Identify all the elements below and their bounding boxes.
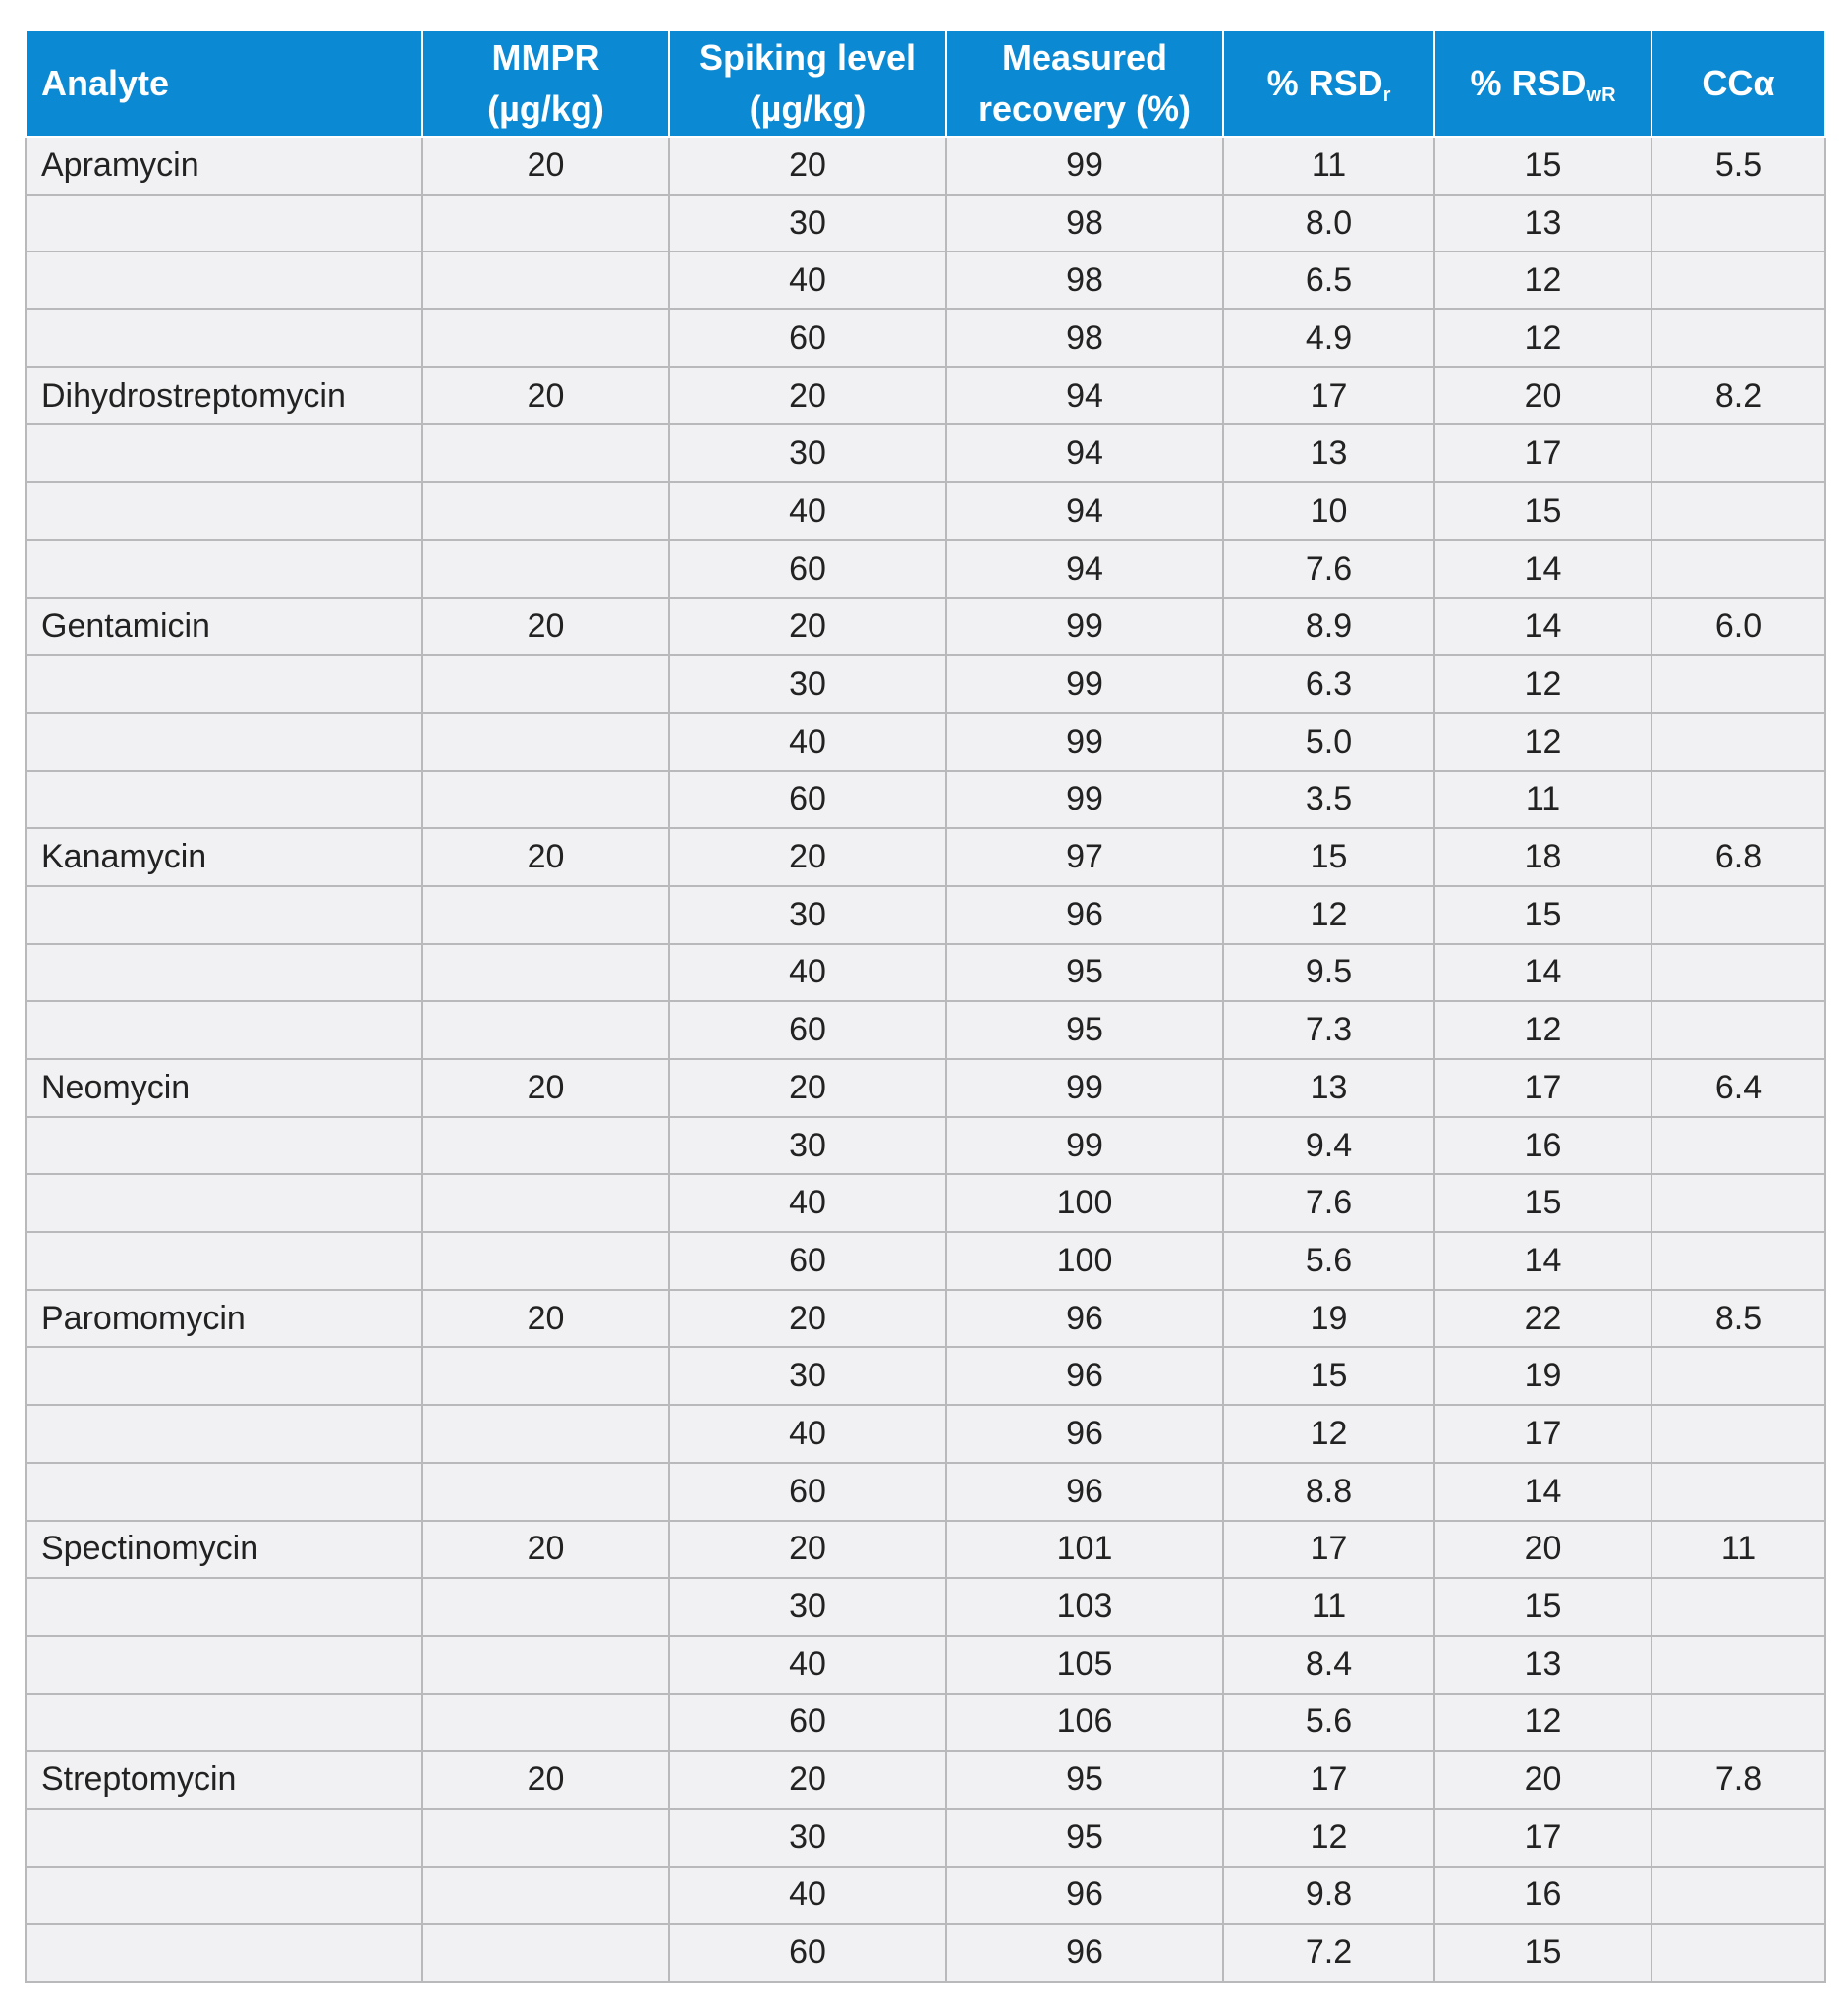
cell-analyte (26, 540, 422, 598)
cell-rsd-r: 15 (1223, 1347, 1434, 1405)
table-row (26, 1521, 1825, 1579)
cell-rsd-wr: 15 (1434, 886, 1652, 944)
cell-rsd-wr: 14 (1434, 1232, 1652, 1290)
table-row (26, 1001, 1825, 1059)
cell-rsd-r: 17 (1223, 1521, 1434, 1579)
cell-cc-alpha (1652, 1636, 1825, 1694)
cell-measured-recovery: 95 (946, 1751, 1223, 1809)
cell-spiking-level: 40 (669, 1405, 946, 1463)
cell-measured-recovery: 99 (946, 598, 1223, 656)
cell-rsd-r: 11 (1223, 1578, 1434, 1636)
cell-rsd-r: 4.9 (1223, 309, 1434, 367)
cell-measured-recovery: 96 (946, 1347, 1223, 1405)
cell-mmpr: 20 (422, 828, 669, 886)
cell-cc-alpha: 7.8 (1652, 1751, 1825, 1809)
cell-rsd-wr: 12 (1434, 713, 1652, 771)
table-row (26, 1174, 1825, 1232)
cell-analyte (26, 1867, 422, 1925)
header-spiking-line1: Spiking level (699, 37, 917, 78)
cell-measured-recovery: 94 (946, 482, 1223, 540)
cell-mmpr (422, 944, 669, 1002)
cell-rsd-wr: 20 (1434, 367, 1652, 425)
cell-measured-recovery: 96 (946, 1463, 1223, 1521)
cell-cc-alpha (1652, 482, 1825, 540)
cell-analyte: Kanamycin (26, 828, 422, 886)
cell-spiking-level: 30 (669, 1117, 946, 1175)
cell-spiking-level: 30 (669, 195, 946, 252)
cell-cc-alpha (1652, 1924, 1825, 1982)
table-row (26, 252, 1825, 309)
cell-analyte (26, 1636, 422, 1694)
cell-mmpr (422, 1405, 669, 1463)
cell-rsd-r: 5.0 (1223, 713, 1434, 771)
cell-analyte: Streptomycin (26, 1751, 422, 1809)
cell-analyte (26, 1809, 422, 1867)
table-row (26, 1059, 1825, 1117)
cell-analyte: Paromomycin (26, 1290, 422, 1348)
cell-rsd-wr: 22 (1434, 1290, 1652, 1348)
cell-rsd-wr: 17 (1434, 424, 1652, 482)
cell-analyte (26, 309, 422, 367)
header-rsd-wr-sub: wR (1586, 84, 1616, 106)
cell-mmpr (422, 1463, 669, 1521)
cell-cc-alpha (1652, 1174, 1825, 1232)
cell-rsd-wr: 17 (1434, 1809, 1652, 1867)
cell-spiking-level: 20 (669, 828, 946, 886)
table-row (26, 886, 1825, 944)
cell-rsd-wr: 14 (1434, 540, 1652, 598)
cell-spiking-level: 40 (669, 1174, 946, 1232)
cell-cc-alpha (1652, 1117, 1825, 1175)
cell-spiking-level: 20 (669, 1059, 946, 1117)
table-row (26, 482, 1825, 540)
cell-measured-recovery: 100 (946, 1174, 1223, 1232)
cell-measured-recovery: 97 (946, 828, 1223, 886)
cell-rsd-wr: 15 (1434, 1578, 1652, 1636)
cell-analyte (26, 1405, 422, 1463)
cell-analyte (26, 655, 422, 713)
table-row (26, 655, 1825, 713)
cell-cc-alpha (1652, 886, 1825, 944)
cell-analyte (26, 195, 422, 252)
cell-measured-recovery: 99 (946, 655, 1223, 713)
table-body (26, 137, 1825, 1982)
cell-cc-alpha (1652, 713, 1825, 771)
cell-mmpr (422, 1578, 669, 1636)
cell-cc-alpha: 5.5 (1652, 137, 1825, 195)
cell-rsd-r: 13 (1223, 1059, 1434, 1117)
cell-measured-recovery: 99 (946, 137, 1223, 195)
cell-cc-alpha (1652, 309, 1825, 367)
cell-measured-recovery: 95 (946, 944, 1223, 1002)
cell-rsd-r: 10 (1223, 482, 1434, 540)
cell-rsd-r: 5.6 (1223, 1694, 1434, 1752)
cell-cc-alpha: 11 (1652, 1521, 1825, 1579)
cell-analyte (26, 1924, 422, 1982)
cell-cc-alpha: 8.5 (1652, 1290, 1825, 1348)
table-row (26, 1290, 1825, 1348)
header-recovery-line2: recovery (%) (978, 88, 1192, 129)
table-row (26, 1867, 1825, 1925)
cell-rsd-r: 8.4 (1223, 1636, 1434, 1694)
cell-rsd-wr: 15 (1434, 1924, 1652, 1982)
cell-cc-alpha (1652, 1001, 1825, 1059)
cell-measured-recovery: 96 (946, 1867, 1223, 1925)
cell-analyte: Neomycin (26, 1059, 422, 1117)
cell-measured-recovery: 100 (946, 1232, 1223, 1290)
table-header-row (26, 30, 1825, 137)
cell-spiking-level: 20 (669, 1751, 946, 1809)
cell-mmpr (422, 1001, 669, 1059)
cell-mmpr (422, 1174, 669, 1232)
cell-spiking-level: 30 (669, 424, 946, 482)
cell-measured-recovery: 103 (946, 1578, 1223, 1636)
cell-analyte (26, 771, 422, 829)
table-row (26, 195, 1825, 252)
cell-rsd-wr: 14 (1434, 1463, 1652, 1521)
cell-rsd-r: 9.8 (1223, 1867, 1434, 1925)
cell-mmpr: 20 (422, 367, 669, 425)
table-row (26, 1924, 1825, 1982)
cell-rsd-r: 3.5 (1223, 771, 1434, 829)
cell-analyte (26, 482, 422, 540)
cell-cc-alpha: 8.2 (1652, 367, 1825, 425)
cell-measured-recovery: 98 (946, 309, 1223, 367)
cell-rsd-wr: 15 (1434, 1174, 1652, 1232)
cell-rsd-r: 7.2 (1223, 1924, 1434, 1982)
cell-cc-alpha (1652, 1463, 1825, 1521)
cell-mmpr (422, 540, 669, 598)
table-row (26, 137, 1825, 195)
cell-measured-recovery: 94 (946, 367, 1223, 425)
cell-spiking-level: 30 (669, 655, 946, 713)
table-row (26, 1809, 1825, 1867)
validation-results-table (25, 29, 1826, 1983)
cell-measured-recovery: 105 (946, 1636, 1223, 1694)
table-row (26, 424, 1825, 482)
cell-spiking-level: 40 (669, 713, 946, 771)
header-cc-alpha: CCα (1652, 30, 1825, 137)
table-row (26, 944, 1825, 1002)
cell-cc-alpha (1652, 1578, 1825, 1636)
cell-mmpr (422, 1636, 669, 1694)
header-rsd-r-sub: r (1382, 84, 1391, 106)
cell-spiking-level: 40 (669, 1867, 946, 1925)
table-row (26, 771, 1825, 829)
cell-rsd-r: 13 (1223, 424, 1434, 482)
cell-mmpr: 20 (422, 1751, 669, 1809)
cell-rsd-r: 17 (1223, 367, 1434, 425)
cell-cc-alpha (1652, 1232, 1825, 1290)
cell-mmpr (422, 1232, 669, 1290)
cell-mmpr (422, 424, 669, 482)
cell-cc-alpha (1652, 195, 1825, 252)
cell-mmpr (422, 713, 669, 771)
cell-rsd-wr: 11 (1434, 771, 1652, 829)
cell-spiking-level: 30 (669, 1809, 946, 1867)
cell-analyte (26, 1001, 422, 1059)
cell-spiking-level: 60 (669, 1001, 946, 1059)
cell-cc-alpha (1652, 1347, 1825, 1405)
table-row (26, 309, 1825, 367)
table-row (26, 1232, 1825, 1290)
cell-rsd-wr: 15 (1434, 482, 1652, 540)
cell-analyte (26, 1578, 422, 1636)
cell-cc-alpha: 6.0 (1652, 598, 1825, 656)
cell-mmpr: 20 (422, 1059, 669, 1117)
cell-rsd-wr: 13 (1434, 195, 1652, 252)
cell-spiking-level: 20 (669, 367, 946, 425)
cell-analyte: Dihydrostreptomycin (26, 367, 422, 425)
cell-cc-alpha (1652, 1809, 1825, 1867)
cell-rsd-wr: 12 (1434, 1001, 1652, 1059)
cell-mmpr: 20 (422, 1521, 669, 1579)
cell-cc-alpha (1652, 655, 1825, 713)
cell-rsd-r: 8.0 (1223, 195, 1434, 252)
cell-analyte: Gentamicin (26, 598, 422, 656)
cell-rsd-wr: 20 (1434, 1751, 1652, 1809)
cell-rsd-wr: 15 (1434, 137, 1652, 195)
cell-measured-recovery: 99 (946, 713, 1223, 771)
cell-rsd-r: 6.3 (1223, 655, 1434, 713)
cell-rsd-r: 17 (1223, 1751, 1434, 1809)
table-row (26, 1405, 1825, 1463)
cell-analyte (26, 424, 422, 482)
table-row (26, 1578, 1825, 1636)
cell-spiking-level: 60 (669, 1694, 946, 1752)
cell-analyte (26, 886, 422, 944)
header-spiking-level (669, 30, 946, 137)
cell-measured-recovery: 98 (946, 195, 1223, 252)
cell-analyte (26, 1117, 422, 1175)
cell-rsd-r: 8.8 (1223, 1463, 1434, 1521)
cell-analyte (26, 1463, 422, 1521)
cell-mmpr (422, 309, 669, 367)
cell-spiking-level: 30 (669, 1578, 946, 1636)
cell-measured-recovery: 106 (946, 1694, 1223, 1752)
table-row (26, 1636, 1825, 1694)
cell-mmpr (422, 1867, 669, 1925)
cell-spiking-level: 40 (669, 944, 946, 1002)
cell-rsd-r: 7.6 (1223, 540, 1434, 598)
cell-spiking-level: 40 (669, 482, 946, 540)
header-spiking-line2: (µg/kg) (749, 88, 867, 129)
cell-rsd-r: 12 (1223, 1809, 1434, 1867)
cell-measured-recovery: 96 (946, 886, 1223, 944)
table-row (26, 540, 1825, 598)
cell-analyte (26, 1232, 422, 1290)
table-row (26, 598, 1825, 656)
cell-measured-recovery: 94 (946, 424, 1223, 482)
header-mmpr-line2: (µg/kg) (487, 88, 604, 129)
cell-spiking-level: 60 (669, 771, 946, 829)
table-row (26, 1694, 1825, 1752)
cell-measured-recovery: 98 (946, 252, 1223, 309)
cell-rsd-r: 7.3 (1223, 1001, 1434, 1059)
cell-analyte (26, 1694, 422, 1752)
cell-rsd-r: 6.5 (1223, 252, 1434, 309)
cell-cc-alpha: 6.8 (1652, 828, 1825, 886)
cell-measured-recovery: 94 (946, 540, 1223, 598)
cell-spiking-level: 60 (669, 1463, 946, 1521)
cell-cc-alpha (1652, 1867, 1825, 1925)
cell-spiking-level: 60 (669, 309, 946, 367)
table-row (26, 1751, 1825, 1809)
cell-spiking-level: 30 (669, 886, 946, 944)
cell-spiking-level: 60 (669, 1924, 946, 1982)
cell-rsd-r: 5.6 (1223, 1232, 1434, 1290)
cell-analyte: Spectinomycin (26, 1521, 422, 1579)
cell-rsd-wr: 13 (1434, 1636, 1652, 1694)
cell-rsd-wr: 12 (1434, 252, 1652, 309)
cell-mmpr: 20 (422, 137, 669, 195)
cell-rsd-wr: 17 (1434, 1405, 1652, 1463)
cell-measured-recovery: 96 (946, 1405, 1223, 1463)
cell-mmpr (422, 771, 669, 829)
cell-spiking-level: 30 (669, 1347, 946, 1405)
cell-spiking-level: 60 (669, 1232, 946, 1290)
cell-rsd-wr: 12 (1434, 655, 1652, 713)
cell-cc-alpha: 6.4 (1652, 1059, 1825, 1117)
cell-rsd-wr: 14 (1434, 598, 1652, 656)
cell-rsd-r: 9.5 (1223, 944, 1434, 1002)
table-row (26, 1117, 1825, 1175)
cell-spiking-level: 40 (669, 252, 946, 309)
cell-measured-recovery: 95 (946, 1809, 1223, 1867)
header-recovery-line1: Measured (1001, 37, 1168, 78)
cell-rsd-wr: 12 (1434, 309, 1652, 367)
cell-rsd-wr: 16 (1434, 1867, 1652, 1925)
cell-rsd-wr: 20 (1434, 1521, 1652, 1579)
cell-cc-alpha (1652, 1694, 1825, 1752)
cell-mmpr (422, 1924, 669, 1982)
cell-mmpr: 20 (422, 598, 669, 656)
cell-mmpr (422, 482, 669, 540)
header-rsd-wr-main: % RSD (1470, 63, 1587, 103)
cell-analyte (26, 1174, 422, 1232)
cell-rsd-r: 8.9 (1223, 598, 1434, 656)
cell-mmpr (422, 252, 669, 309)
cell-mmpr (422, 1117, 669, 1175)
cell-cc-alpha (1652, 771, 1825, 829)
cell-mmpr (422, 655, 669, 713)
cell-rsd-wr: 19 (1434, 1347, 1652, 1405)
cell-rsd-r: 7.6 (1223, 1174, 1434, 1232)
header-rsd-r-main: % RSD (1266, 63, 1383, 103)
table-row (26, 1463, 1825, 1521)
cell-rsd-wr: 12 (1434, 1694, 1652, 1752)
cell-analyte (26, 252, 422, 309)
cell-measured-recovery: 99 (946, 1117, 1223, 1175)
table-row (26, 713, 1825, 771)
table-row (26, 1347, 1825, 1405)
cell-analyte (26, 1347, 422, 1405)
cell-spiking-level: 20 (669, 1290, 946, 1348)
header-rsd-r (1223, 30, 1434, 137)
cell-measured-recovery: 96 (946, 1924, 1223, 1982)
cell-rsd-r: 9.4 (1223, 1117, 1434, 1175)
cell-rsd-r: 19 (1223, 1290, 1434, 1348)
cell-measured-recovery: 95 (946, 1001, 1223, 1059)
cell-rsd-wr: 16 (1434, 1117, 1652, 1175)
cell-rsd-r: 12 (1223, 886, 1434, 944)
header-measured-recovery (946, 30, 1223, 137)
cell-spiking-level: 20 (669, 598, 946, 656)
cell-mmpr (422, 1809, 669, 1867)
cell-spiking-level: 20 (669, 1521, 946, 1579)
cell-rsd-r: 12 (1223, 1405, 1434, 1463)
cell-measured-recovery: 96 (946, 1290, 1223, 1348)
cell-rsd-r: 15 (1223, 828, 1434, 886)
cell-analyte (26, 713, 422, 771)
cell-analyte (26, 944, 422, 1002)
cell-rsd-r: 11 (1223, 137, 1434, 195)
cell-spiking-level: 20 (669, 137, 946, 195)
cell-mmpr (422, 1347, 669, 1405)
cell-cc-alpha (1652, 424, 1825, 482)
cell-mmpr: 20 (422, 1290, 669, 1348)
cell-measured-recovery: 99 (946, 1059, 1223, 1117)
table-row (26, 367, 1825, 425)
cell-rsd-wr: 17 (1434, 1059, 1652, 1117)
cell-cc-alpha (1652, 1405, 1825, 1463)
cell-spiking-level: 60 (669, 540, 946, 598)
cell-cc-alpha (1652, 540, 1825, 598)
cell-cc-alpha (1652, 252, 1825, 309)
cell-rsd-wr: 18 (1434, 828, 1652, 886)
cell-rsd-wr: 14 (1434, 944, 1652, 1002)
cell-mmpr (422, 195, 669, 252)
header-rsd-wr (1434, 30, 1652, 137)
header-analyte: Analyte (26, 30, 422, 137)
header-mmpr (422, 30, 669, 137)
cell-measured-recovery: 101 (946, 1521, 1223, 1579)
cell-cc-alpha (1652, 944, 1825, 1002)
cell-mmpr (422, 1694, 669, 1752)
cell-spiking-level: 40 (669, 1636, 946, 1694)
table-row (26, 828, 1825, 886)
header-mmpr-line1: MMPR (491, 37, 600, 78)
cell-measured-recovery: 99 (946, 771, 1223, 829)
cell-mmpr (422, 886, 669, 944)
cell-analyte: Apramycin (26, 137, 422, 195)
